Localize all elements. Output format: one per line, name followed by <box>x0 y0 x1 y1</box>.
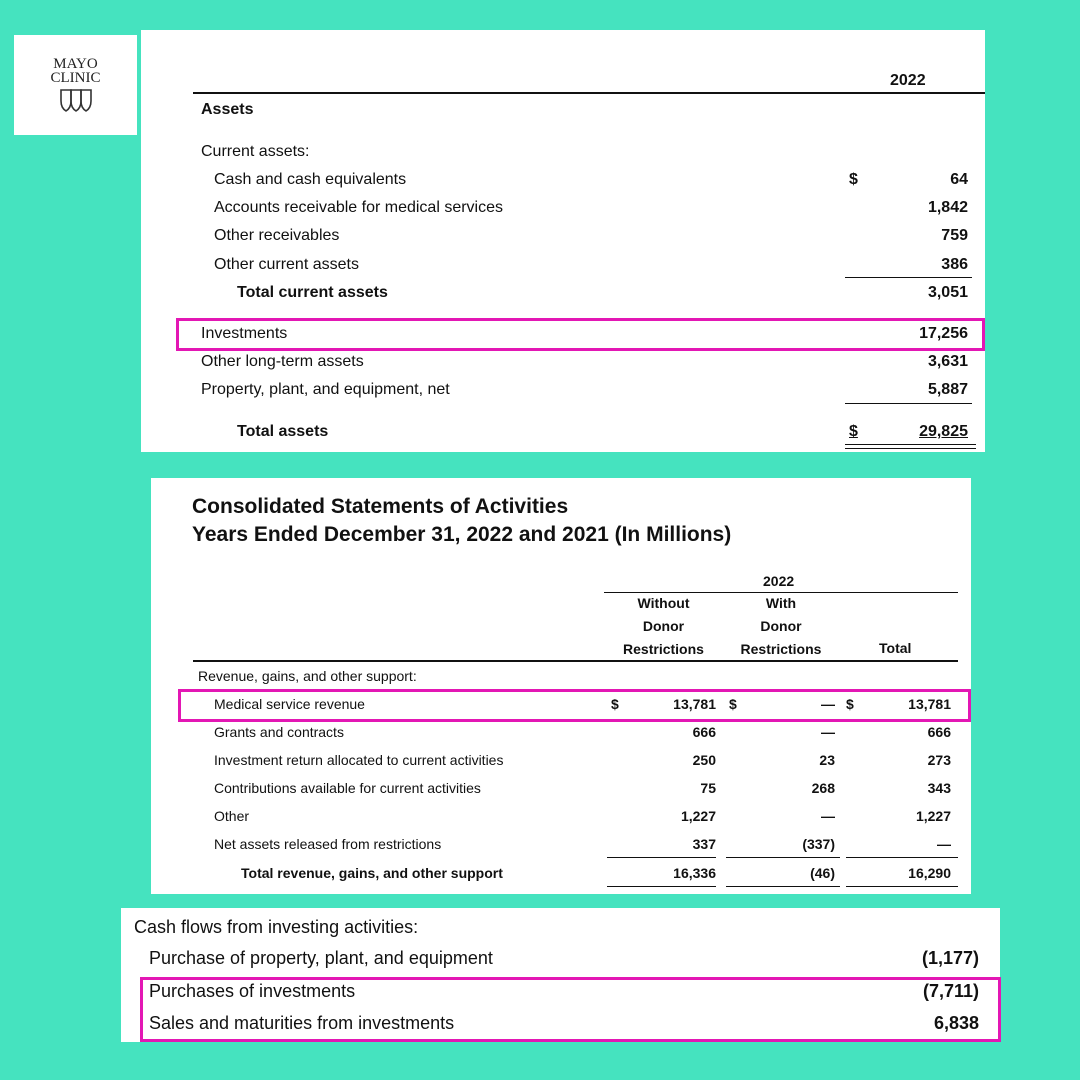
table-row <box>141 353 985 375</box>
row-label: Net assets released from restrictions <box>214 836 442 852</box>
logo-line-2: CLINIC <box>50 70 101 86</box>
double-rule-top <box>845 444 976 445</box>
row-label: Total revenue, gains, and other support <box>241 865 503 881</box>
row-label: Investments <box>201 325 288 342</box>
table-row <box>141 171 985 193</box>
table-row <box>121 948 1000 972</box>
table-row-total <box>151 865 971 885</box>
table-row <box>141 227 985 249</box>
table-row <box>141 284 985 306</box>
cell-total: 1,227 <box>915 808 951 824</box>
dollar-sign: $ <box>729 696 737 712</box>
row-label: Contributions available for current activities <box>214 780 481 796</box>
balance-sheet-panel <box>141 30 985 452</box>
row-value: 3,631 <box>927 353 968 370</box>
table-row <box>151 836 971 856</box>
current-assets-heading: Current assets: <box>201 143 310 160</box>
row-label: Sales and maturities from investments <box>149 1013 455 1033</box>
table-row-total-assets <box>141 423 985 445</box>
cell-total: 13,781 <box>908 696 951 712</box>
header-line: Donor <box>642 618 685 634</box>
table-row <box>151 780 971 800</box>
row-label: Other receivables <box>214 227 340 244</box>
row-label: Cash and cash equivalents <box>214 171 407 188</box>
row-label: Accounts receivable for medical services <box>214 199 504 216</box>
row-label: Investment return allocated to current activities <box>214 752 504 768</box>
assets-heading: Assets <box>201 101 254 118</box>
cell-without-donor: 16,336 <box>673 865 716 881</box>
cell-with-donor: 23 <box>819 752 835 768</box>
cell-total: 273 <box>927 752 951 768</box>
cell-without-donor: 1,227 <box>680 808 716 824</box>
cell-with-donor: (46) <box>810 865 835 881</box>
header-line: With <box>765 595 797 611</box>
cell-total: 343 <box>927 780 951 796</box>
header-line: Without <box>637 595 690 611</box>
header-rule <box>193 660 958 662</box>
activities-title: Consolidated Statements of Activities <box>192 495 569 518</box>
cash-flows-heading: Cash flows from investing activities: <box>134 917 419 937</box>
year-header: 2022 <box>763 573 795 589</box>
cell-total: 16,290 <box>908 865 951 881</box>
subtotal-rule <box>845 277 972 278</box>
cell-with-donor: — <box>821 808 835 824</box>
row-value: 3,051 <box>927 284 968 301</box>
dollar-sign: $ <box>849 423 858 440</box>
cell-with-donor: — <box>821 724 835 740</box>
col-with-donor-header <box>731 592 831 661</box>
logo-line-1: MAYO <box>53 56 98 72</box>
col-total-header: Total <box>879 640 912 656</box>
row-label: Total current assets <box>237 284 388 301</box>
table-row <box>141 256 985 278</box>
row-label: Total assets <box>237 423 329 440</box>
table-row <box>141 199 985 221</box>
dollar-sign: $ <box>611 696 619 712</box>
cell-with-donor: 268 <box>811 780 835 796</box>
row-value: (1,177) <box>921 948 979 968</box>
total-rule <box>607 886 716 887</box>
cell-without-donor: 666 <box>692 724 716 740</box>
row-label: Medical service revenue <box>214 696 365 712</box>
row-label: Purchases of investments <box>149 981 356 1001</box>
row-label: Grants and contracts <box>214 724 344 740</box>
table-row <box>141 381 985 403</box>
cell-without-donor: 75 <box>700 780 716 796</box>
mayo-shields-icon <box>59 87 93 115</box>
year-header: 2022 <box>890 72 926 89</box>
row-value: 6,838 <box>933 1013 979 1033</box>
revenue-section-heading: Revenue, gains, and other support: <box>198 668 417 684</box>
header-line: Donor <box>760 618 802 634</box>
highlight-investment-flows <box>140 977 1001 1042</box>
row-value: 5,887 <box>927 381 968 398</box>
row-value: 17,256 <box>919 325 968 342</box>
subtotal-rule <box>846 857 958 858</box>
cell-total: — <box>937 836 951 852</box>
dollar-sign: $ <box>849 171 858 188</box>
subtotal-rule <box>726 857 840 858</box>
row-label: Other current assets <box>214 256 359 273</box>
dollar-sign: $ <box>846 696 854 712</box>
cell-without-donor: 13,781 <box>673 696 716 712</box>
table-row <box>151 752 971 772</box>
row-label: Other <box>214 808 250 824</box>
total-rule <box>726 886 840 887</box>
highlight-investments <box>176 318 985 351</box>
row-value: 386 <box>941 256 968 273</box>
header-rule <box>193 92 985 94</box>
subtotal-rule <box>607 857 716 858</box>
highlight-medical-revenue <box>178 689 971 722</box>
col-without-donor-header <box>611 592 716 661</box>
row-value: 1,842 <box>927 199 968 216</box>
table-row <box>151 808 971 828</box>
cell-with-donor: — <box>821 696 835 712</box>
row-value: 759 <box>941 227 968 244</box>
total-rule <box>846 886 958 887</box>
mayo-clinic-logo <box>14 35 137 135</box>
double-rule-bottom <box>845 448 976 449</box>
cell-total: 666 <box>927 724 951 740</box>
row-value: (7,711) <box>922 981 979 1001</box>
header-line: Restrictions <box>623 641 704 657</box>
cell-without-donor: 337 <box>692 836 716 852</box>
activities-subtitle: Years Ended December 31, 2022 and 2021 (In Millions) <box>192 523 732 546</box>
table-row <box>151 724 971 744</box>
row-label: Other long-term assets <box>201 353 364 370</box>
row-label: Purchase of property, plant, and equipment <box>149 948 493 968</box>
header-line: Restrictions <box>740 641 822 657</box>
row-value: 64 <box>950 171 968 188</box>
cell-without-donor: 250 <box>692 752 716 768</box>
row-label: Property, plant, and equipment, net <box>201 381 450 398</box>
row-value: 29,825 <box>919 423 968 440</box>
cell-with-donor: (337) <box>802 836 835 852</box>
subtotal-rule <box>845 403 972 404</box>
activities-panel <box>151 478 971 894</box>
